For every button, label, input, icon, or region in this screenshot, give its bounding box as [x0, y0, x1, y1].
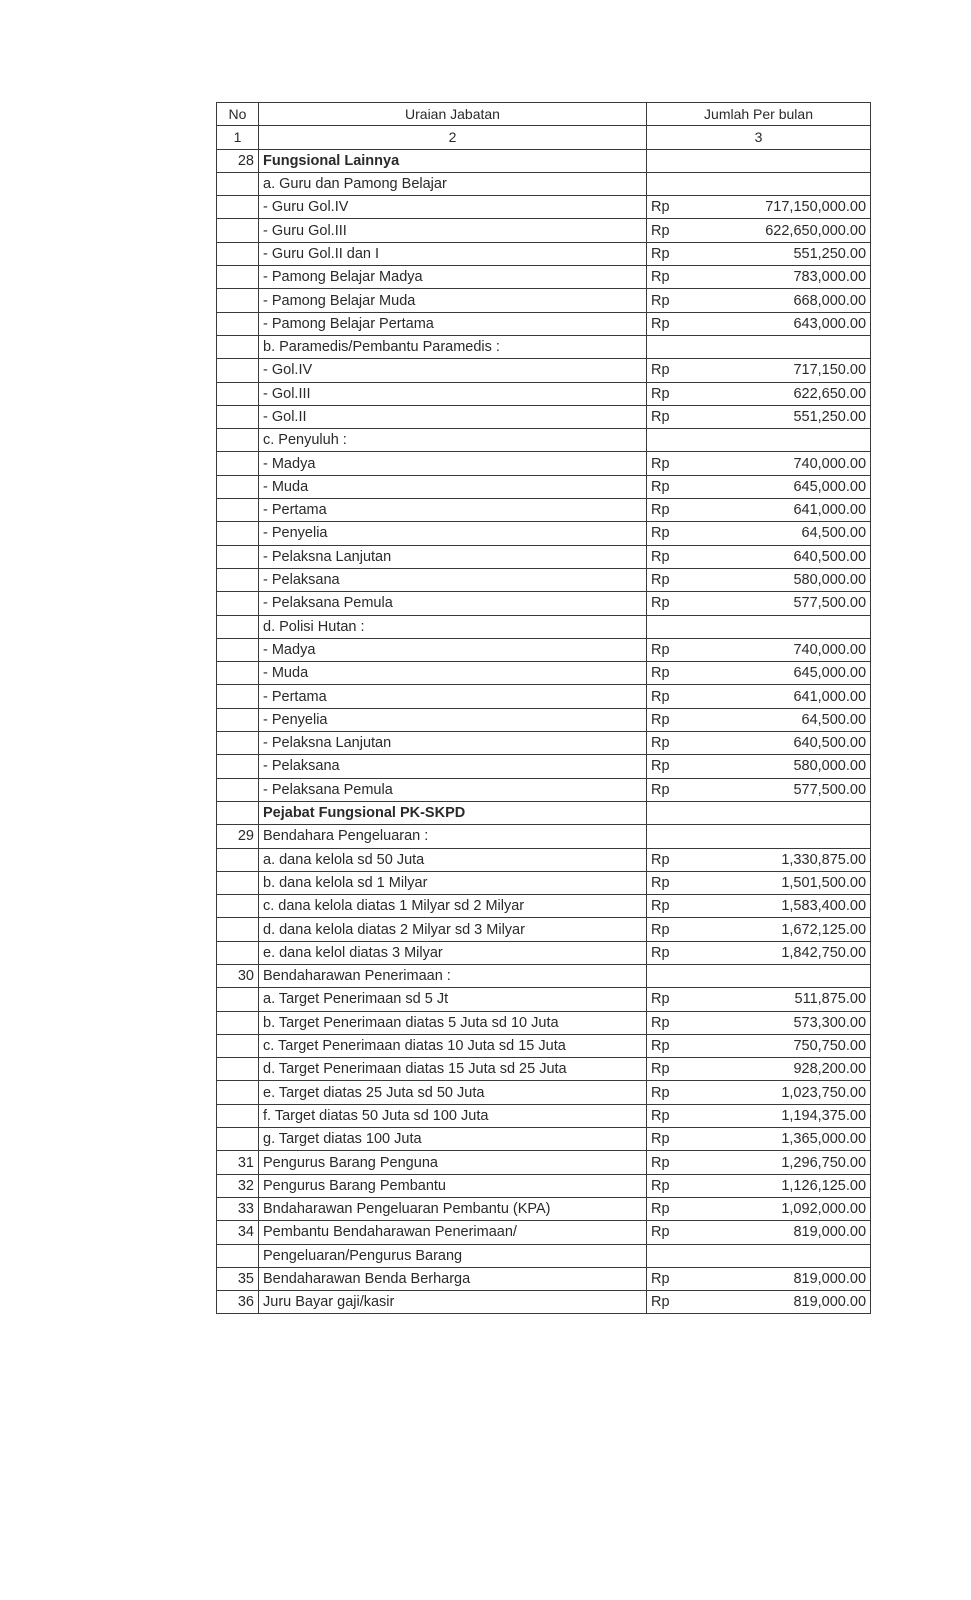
table-row — [217, 1034, 871, 1057]
row-description: - Gol.IV — [259, 359, 647, 382]
row-number — [217, 219, 259, 242]
table-row — [217, 1011, 871, 1034]
row-amount: 622,650,000.00 — [703, 219, 871, 242]
table-row — [217, 242, 871, 265]
row-amount — [703, 429, 871, 452]
table-row — [217, 568, 871, 591]
row-currency: Rp — [647, 359, 703, 382]
row-amount — [703, 615, 871, 638]
table-row — [217, 662, 871, 685]
row-description: - Gol.III — [259, 382, 647, 405]
row-number — [217, 662, 259, 685]
row-amount: 622,650.00 — [703, 382, 871, 405]
table-row — [217, 196, 871, 219]
row-currency: Rp — [647, 871, 703, 894]
row-amount: 819,000.00 — [703, 1221, 871, 1244]
row-currency: Rp — [647, 662, 703, 685]
row-number — [217, 848, 259, 871]
row-currency — [647, 1244, 703, 1267]
row-number — [217, 615, 259, 638]
header-no: No — [217, 103, 259, 126]
row-description: - Pamong Belajar Pertama — [259, 312, 647, 335]
table-row — [217, 755, 871, 778]
row-amount: 511,875.00 — [703, 988, 871, 1011]
row-description: - Pelaksana Pemula — [259, 778, 647, 801]
row-amount — [703, 172, 871, 195]
row-description: a. dana kelola sd 50 Juta — [259, 848, 647, 871]
table-row — [217, 1291, 871, 1314]
row-description: - Guru Gol.II dan I — [259, 242, 647, 265]
table-numbering-row — [217, 126, 871, 149]
row-currency: Rp — [647, 1151, 703, 1174]
table-row — [217, 825, 871, 848]
row-number — [217, 359, 259, 382]
row-number: 32 — [217, 1174, 259, 1197]
row-number: 30 — [217, 964, 259, 987]
row-currency: Rp — [647, 778, 703, 801]
row-number: 33 — [217, 1197, 259, 1220]
row-number — [217, 801, 259, 824]
row-currency: Rp — [647, 405, 703, 428]
row-number — [217, 382, 259, 405]
row-number — [217, 172, 259, 195]
row-amount: 1,672,125.00 — [703, 918, 871, 941]
row-currency: Rp — [647, 289, 703, 312]
table-row — [217, 848, 871, 871]
row-amount: 551,250.00 — [703, 242, 871, 265]
row-amount: 64,500.00 — [703, 708, 871, 731]
table-row — [217, 312, 871, 335]
row-amount: 668,000.00 — [703, 289, 871, 312]
row-number — [217, 196, 259, 219]
row-currency — [647, 429, 703, 452]
row-number — [217, 452, 259, 475]
numbering-col-1: 1 — [217, 126, 259, 149]
table-row — [217, 1151, 871, 1174]
row-description: a. Guru dan Pamong Belajar — [259, 172, 647, 195]
row-amount: 1,842,750.00 — [703, 941, 871, 964]
table-row — [217, 1104, 871, 1127]
table-row — [217, 149, 871, 172]
table-row — [217, 941, 871, 964]
row-description: - Pelaksna Lanjutan — [259, 545, 647, 568]
table-body — [217, 103, 871, 1314]
row-currency: Rp — [647, 1058, 703, 1081]
row-number — [217, 871, 259, 894]
row-description: Pengeluaran/Pengurus Barang — [259, 1244, 647, 1267]
row-currency: Rp — [647, 895, 703, 918]
row-number: 36 — [217, 1291, 259, 1314]
row-description: b. Target Penerimaan diatas 5 Juta sd 10 Juta — [259, 1011, 647, 1034]
row-number — [217, 755, 259, 778]
table-row — [217, 405, 871, 428]
row-description: - Pelaksna Lanjutan — [259, 732, 647, 755]
table-row — [217, 988, 871, 1011]
row-description: - Pertama — [259, 499, 647, 522]
row-currency: Rp — [647, 499, 703, 522]
row-currency: Rp — [647, 382, 703, 405]
row-number — [217, 266, 259, 289]
row-currency: Rp — [647, 545, 703, 568]
row-number — [217, 289, 259, 312]
table-row — [217, 964, 871, 987]
table-row — [217, 615, 871, 638]
row-currency: Rp — [647, 1128, 703, 1151]
table-row — [217, 918, 871, 941]
table-row — [217, 1221, 871, 1244]
table-row — [217, 545, 871, 568]
row-amount: 1,501,500.00 — [703, 871, 871, 894]
row-number — [217, 592, 259, 615]
table-row — [217, 382, 871, 405]
row-description: c. dana kelola diatas 1 Milyar sd 2 Milyar — [259, 895, 647, 918]
row-amount: 819,000.00 — [703, 1291, 871, 1314]
table-row — [217, 172, 871, 195]
row-currency — [647, 335, 703, 358]
row-description: - Madya — [259, 638, 647, 661]
header-jumlah: Jumlah Per bulan — [647, 103, 871, 126]
row-amount: 1,330,875.00 — [703, 848, 871, 871]
table-row — [217, 499, 871, 522]
table-row — [217, 359, 871, 382]
row-amount: 580,000.00 — [703, 755, 871, 778]
row-description: - Guru Gol.IV — [259, 196, 647, 219]
row-currency: Rp — [647, 988, 703, 1011]
row-currency: Rp — [647, 1104, 703, 1127]
row-currency: Rp — [647, 452, 703, 475]
row-description: b. dana kelola sd 1 Milyar — [259, 871, 647, 894]
row-description: e. Target diatas 25 Juta sd 50 Juta — [259, 1081, 647, 1104]
row-amount — [703, 825, 871, 848]
row-currency: Rp — [647, 242, 703, 265]
row-description: - Madya — [259, 452, 647, 475]
table-row — [217, 1128, 871, 1151]
row-amount: 717,150,000.00 — [703, 196, 871, 219]
row-currency — [647, 172, 703, 195]
row-description: - Pelaksana — [259, 568, 647, 591]
table-row — [217, 429, 871, 452]
row-currency: Rp — [647, 312, 703, 335]
table-row — [217, 638, 871, 661]
row-description: Pembantu Bendaharawan Penerimaan/ — [259, 1221, 647, 1244]
table-row — [217, 778, 871, 801]
table-row — [217, 895, 871, 918]
row-number — [217, 708, 259, 731]
row-description: d. dana kelola diatas 2 Milyar sd 3 Milyar — [259, 918, 647, 941]
row-description: Bndaharawan Pengeluaran Pembantu (KPA) — [259, 1197, 647, 1220]
row-amount: 645,000.00 — [703, 475, 871, 498]
numbering-col-3: 3 — [647, 126, 871, 149]
row-currency — [647, 149, 703, 172]
row-description: Juru Bayar gaji/kasir — [259, 1291, 647, 1314]
table-row — [217, 592, 871, 615]
row-description: Bendaharawan Benda Berharga — [259, 1267, 647, 1290]
row-currency: Rp — [647, 266, 703, 289]
table-row — [217, 1081, 871, 1104]
row-description: - Penyelia — [259, 708, 647, 731]
row-currency: Rp — [647, 848, 703, 871]
row-currency: Rp — [647, 475, 703, 498]
table-row — [217, 1197, 871, 1220]
row-currency: Rp — [647, 522, 703, 545]
table-row — [217, 1058, 871, 1081]
table-row — [217, 522, 871, 545]
row-currency: Rp — [647, 1291, 703, 1314]
row-description: g. Target diatas 100 Juta — [259, 1128, 647, 1151]
row-amount: 1,365,000.00 — [703, 1128, 871, 1151]
row-amount: 643,000.00 — [703, 312, 871, 335]
row-amount: 640,500.00 — [703, 545, 871, 568]
row-description: - Pamong Belajar Madya — [259, 266, 647, 289]
row-number — [217, 1244, 259, 1267]
row-number — [217, 1128, 259, 1151]
row-amount — [703, 801, 871, 824]
row-description: Pengurus Barang Penguna — [259, 1151, 647, 1174]
row-amount: 1,023,750.00 — [703, 1081, 871, 1104]
row-amount: 740,000.00 — [703, 638, 871, 661]
row-amount: 750,750.00 — [703, 1034, 871, 1057]
row-amount: 577,500.00 — [703, 592, 871, 615]
table-row — [217, 1244, 871, 1267]
row-currency: Rp — [647, 1011, 703, 1034]
row-description: c. Target Penerimaan diatas 10 Juta sd 15 Juta — [259, 1034, 647, 1057]
row-description: e. dana kelol diatas 3 Milyar — [259, 941, 647, 964]
row-amount: 641,000.00 — [703, 499, 871, 522]
row-description: Bendahara Pengeluaran : — [259, 825, 647, 848]
row-number — [217, 988, 259, 1011]
row-number — [217, 895, 259, 918]
table-row — [217, 219, 871, 242]
table-header-row — [217, 103, 871, 126]
row-description: Pengurus Barang Pembantu — [259, 1174, 647, 1197]
row-amount: 551,250.00 — [703, 405, 871, 428]
row-number: 28 — [217, 149, 259, 172]
row-number — [217, 638, 259, 661]
row-description: f. Target diatas 50 Juta sd 100 Juta — [259, 1104, 647, 1127]
row-currency: Rp — [647, 918, 703, 941]
row-number: 34 — [217, 1221, 259, 1244]
row-description: - Pertama — [259, 685, 647, 708]
row-number — [217, 475, 259, 498]
row-number — [217, 1058, 259, 1081]
row-number — [217, 1081, 259, 1104]
row-number: 29 — [217, 825, 259, 848]
row-currency: Rp — [647, 1221, 703, 1244]
table-row — [217, 452, 871, 475]
row-number — [217, 732, 259, 755]
row-amount: 1,194,375.00 — [703, 1104, 871, 1127]
row-number — [217, 545, 259, 568]
row-amount — [703, 335, 871, 358]
row-number — [217, 941, 259, 964]
table-row — [217, 289, 871, 312]
row-amount: 64,500.00 — [703, 522, 871, 545]
row-currency: Rp — [647, 638, 703, 661]
row-amount: 641,000.00 — [703, 685, 871, 708]
row-description: - Pamong Belajar Muda — [259, 289, 647, 312]
row-description: - Muda — [259, 662, 647, 685]
row-number: 35 — [217, 1267, 259, 1290]
row-number — [217, 568, 259, 591]
row-currency: Rp — [647, 755, 703, 778]
row-description: - Pelaksana Pemula — [259, 592, 647, 615]
row-currency — [647, 801, 703, 824]
row-amount: 1,092,000.00 — [703, 1197, 871, 1220]
table-row — [217, 801, 871, 824]
row-currency: Rp — [647, 732, 703, 755]
row-amount — [703, 964, 871, 987]
row-description: - Pelaksana — [259, 755, 647, 778]
row-currency: Rp — [647, 219, 703, 242]
row-number — [217, 778, 259, 801]
row-number: 31 — [217, 1151, 259, 1174]
header-uraian: Uraian Jabatan — [259, 103, 647, 126]
row-currency — [647, 825, 703, 848]
row-currency: Rp — [647, 708, 703, 731]
row-number — [217, 312, 259, 335]
row-amount: 740,000.00 — [703, 452, 871, 475]
row-number — [217, 499, 259, 522]
row-currency: Rp — [647, 568, 703, 591]
table-row — [217, 475, 871, 498]
row-number — [217, 685, 259, 708]
row-number — [217, 242, 259, 265]
row-amount — [703, 1244, 871, 1267]
row-description: a. Target Penerimaan sd 5 Jt — [259, 988, 647, 1011]
table-row — [217, 708, 871, 731]
row-number — [217, 1011, 259, 1034]
row-number — [217, 405, 259, 428]
row-currency: Rp — [647, 1081, 703, 1104]
row-currency: Rp — [647, 1174, 703, 1197]
row-description: - Guru Gol.III — [259, 219, 647, 242]
table-row — [217, 1267, 871, 1290]
row-currency: Rp — [647, 685, 703, 708]
row-amount: 928,200.00 — [703, 1058, 871, 1081]
numbering-col-2: 2 — [259, 126, 647, 149]
row-amount: 640,500.00 — [703, 732, 871, 755]
row-description: Pejabat Fungsional PK-SKPD — [259, 801, 647, 824]
row-description: Bendaharawan Penerimaan : — [259, 964, 647, 987]
row-amount: 1,583,400.00 — [703, 895, 871, 918]
row-number — [217, 1034, 259, 1057]
row-amount — [703, 149, 871, 172]
row-description: - Muda — [259, 475, 647, 498]
row-amount: 1,296,750.00 — [703, 1151, 871, 1174]
row-currency: Rp — [647, 592, 703, 615]
row-amount: 573,300.00 — [703, 1011, 871, 1034]
row-amount: 819,000.00 — [703, 1267, 871, 1290]
row-description: - Penyelia — [259, 522, 647, 545]
row-amount: 580,000.00 — [703, 568, 871, 591]
table-row — [217, 732, 871, 755]
row-amount: 717,150.00 — [703, 359, 871, 382]
row-currency: Rp — [647, 941, 703, 964]
row-description: d. Target Penerimaan diatas 15 Juta sd 25 Juta — [259, 1058, 647, 1081]
row-number — [217, 522, 259, 545]
row-number — [217, 429, 259, 452]
row-number — [217, 918, 259, 941]
table-row — [217, 1174, 871, 1197]
salary-table — [216, 102, 871, 1314]
row-description: Fungsional Lainnya — [259, 149, 647, 172]
row-description: c. Penyuluh : — [259, 429, 647, 452]
row-number — [217, 335, 259, 358]
row-number — [217, 1104, 259, 1127]
table-row — [217, 685, 871, 708]
row-currency: Rp — [647, 1197, 703, 1220]
row-description: d. Polisi Hutan : — [259, 615, 647, 638]
row-amount: 1,126,125.00 — [703, 1174, 871, 1197]
row-currency — [647, 964, 703, 987]
row-currency: Rp — [647, 196, 703, 219]
row-amount: 577,500.00 — [703, 778, 871, 801]
table-row — [217, 335, 871, 358]
row-currency: Rp — [647, 1034, 703, 1057]
table-row — [217, 871, 871, 894]
row-description: b. Paramedis/Pembantu Paramedis : — [259, 335, 647, 358]
table-row — [217, 266, 871, 289]
row-currency — [647, 615, 703, 638]
row-amount: 783,000.00 — [703, 266, 871, 289]
row-currency: Rp — [647, 1267, 703, 1290]
row-description: - Gol.II — [259, 405, 647, 428]
row-amount: 645,000.00 — [703, 662, 871, 685]
